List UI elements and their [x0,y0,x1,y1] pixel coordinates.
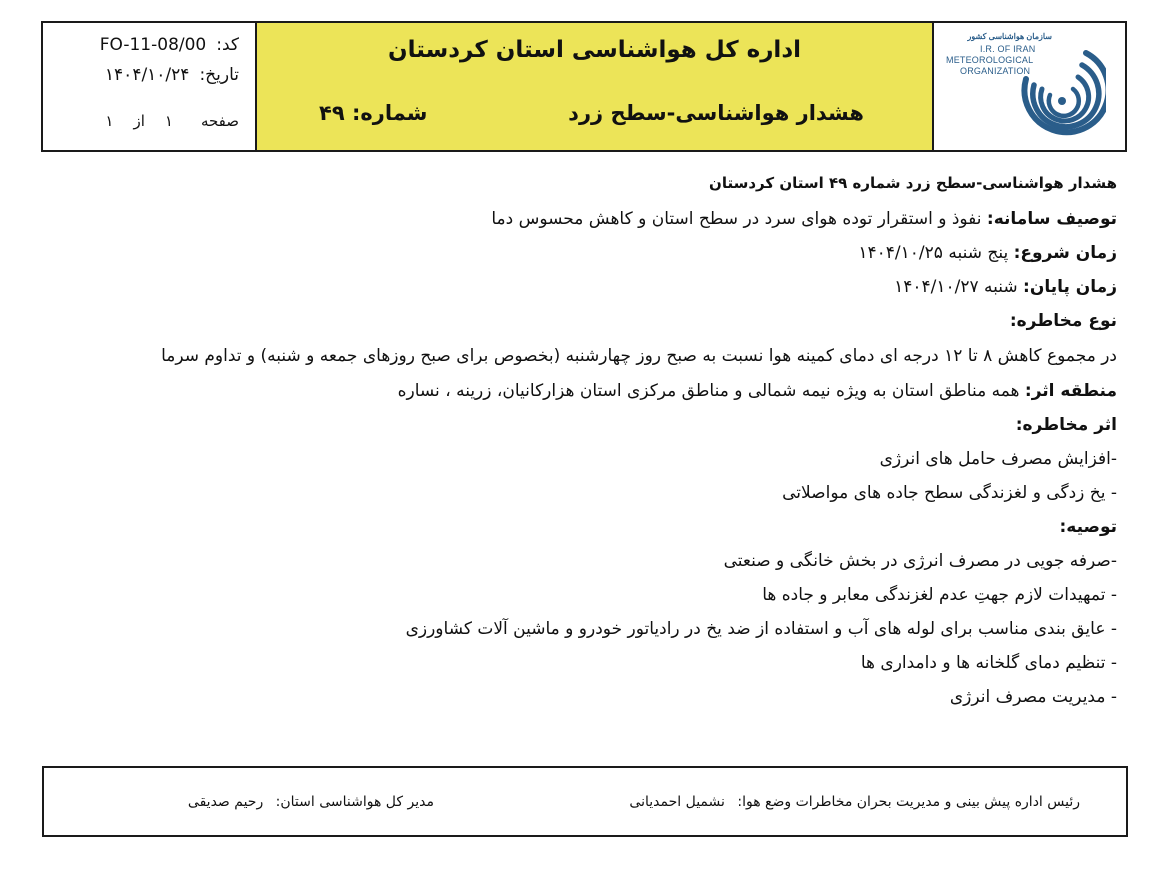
code-row [43,35,255,55]
logo-text-fa: سازمان هواشناسی کشور [967,32,1052,41]
start-time [60,236,1117,270]
advice-item: - تنظیم دمای گلخانه ها و دامداری ها [860,653,1117,673]
system-description [60,202,1117,236]
effects-heading [60,408,1117,442]
end-value: شنبه ۱۴۰۴/۱۰/۲۷ [894,277,1024,297]
effect-item: -افزایش مصرف حامل های انرژی [879,449,1117,469]
sig1-title: رئیس اداره پیش بینی و مدیریت بحران مخاطرات وضع هوا: [737,794,1080,810]
advice-item: - تمهیدات لازم جهتِ عدم لغزندگی معابر و جاده ها [762,585,1117,605]
document-meta-box [43,23,257,150]
page-of: از [133,112,145,130]
advice-label: توصیه: [1059,517,1117,537]
warning-subtitle: هشدار هواشناسی-سطح زرد [568,101,864,125]
director-signature [188,794,434,810]
area-value: همه مناطق استان به ویژه نیمه شمالی و مناطق مرکزی استان هزارکانیان، زرینه ، نساره [397,381,1025,401]
code-label: کد: [216,35,239,55]
advice-heading [60,510,1117,544]
warning-number: شماره: ۴۹ [319,101,428,125]
end-time [60,270,1117,304]
document-title: هشدار هواشناسی-سطح زرد شماره ۴۹ استان کردستان [709,174,1117,192]
hazard-type-text: در مجموع کاهش ۸ تا ۱۲ درجه ای دمای کمینه هوا نسبت به صبح روز چهارشنبه (بخصوص برای صبح روزهای جمعه و شنبه) و تداوم سرما [161,346,1117,366]
logo-text-en1: I.R. OF IRAN [980,44,1036,54]
logo-box [934,23,1125,150]
start-value: پنج شنبه ۱۴۰۴/۱۰/۲۵ [858,243,1014,263]
effects-label: اثر مخاطره: [1015,415,1117,435]
advice-item: - عایق بندی مناسب برای لوله های آب و استفاده از ضد یخ در رادیاتور خودرو و ماشین آلات کشاورزی [405,619,1117,639]
warning-content [60,164,1117,714]
area-label: منطقه اثر: [1024,381,1117,401]
end-label: زمان پایان: [1023,277,1117,297]
date-value: ۱۴۰۴/۱۰/۲۴ [104,65,190,85]
date-label: تاریخ: [199,65,239,85]
system-label: توصیف سامانه: [986,209,1117,229]
forecast-head-signature [629,794,1080,810]
impact-area [60,374,1117,408]
title-box [257,23,934,150]
advice-item: -صرفه جویی در مصرف انرژی در بخش خانگی و صنعتی [723,551,1117,571]
organization-title: اداره کل هواشناسی استان کردستان [387,37,802,63]
hazard-type-heading [60,304,1117,338]
signature-box [42,766,1128,837]
logo-text-en3: ORGANIZATION [960,66,1031,76]
advice-item: - مدیریت مصرف انرژی [949,687,1117,707]
hazard-type-label: نوع مخاطره: [1009,311,1117,331]
start-label: زمان شروع: [1013,243,1117,263]
page-current: ۱ [164,112,173,130]
date-row [43,65,255,85]
sig2-title: مدیر کل هواشناسی استان: [275,794,434,810]
document-header [41,21,1127,152]
sig1-name: نشمیل احمدیانی [629,794,725,810]
page-label: صفحه [200,112,239,130]
meteorological-organization-logo-icon [996,29,1106,144]
effect-item: - یخ زدگی و لغزندگی سطح جاده های مواصلاتی [782,483,1117,503]
sig2-name: رحیم صدیقی [187,794,264,810]
page-total: ۱ [105,112,114,130]
page-row [43,112,255,130]
logo-text-en2: METEOROLOGICAL [946,55,1034,65]
system-value: نفوذ و استقرار توده هوای سرد در سطح استان و کاهش محسوس دما [491,209,987,229]
code-value: FO-11-08/00 [99,35,207,55]
